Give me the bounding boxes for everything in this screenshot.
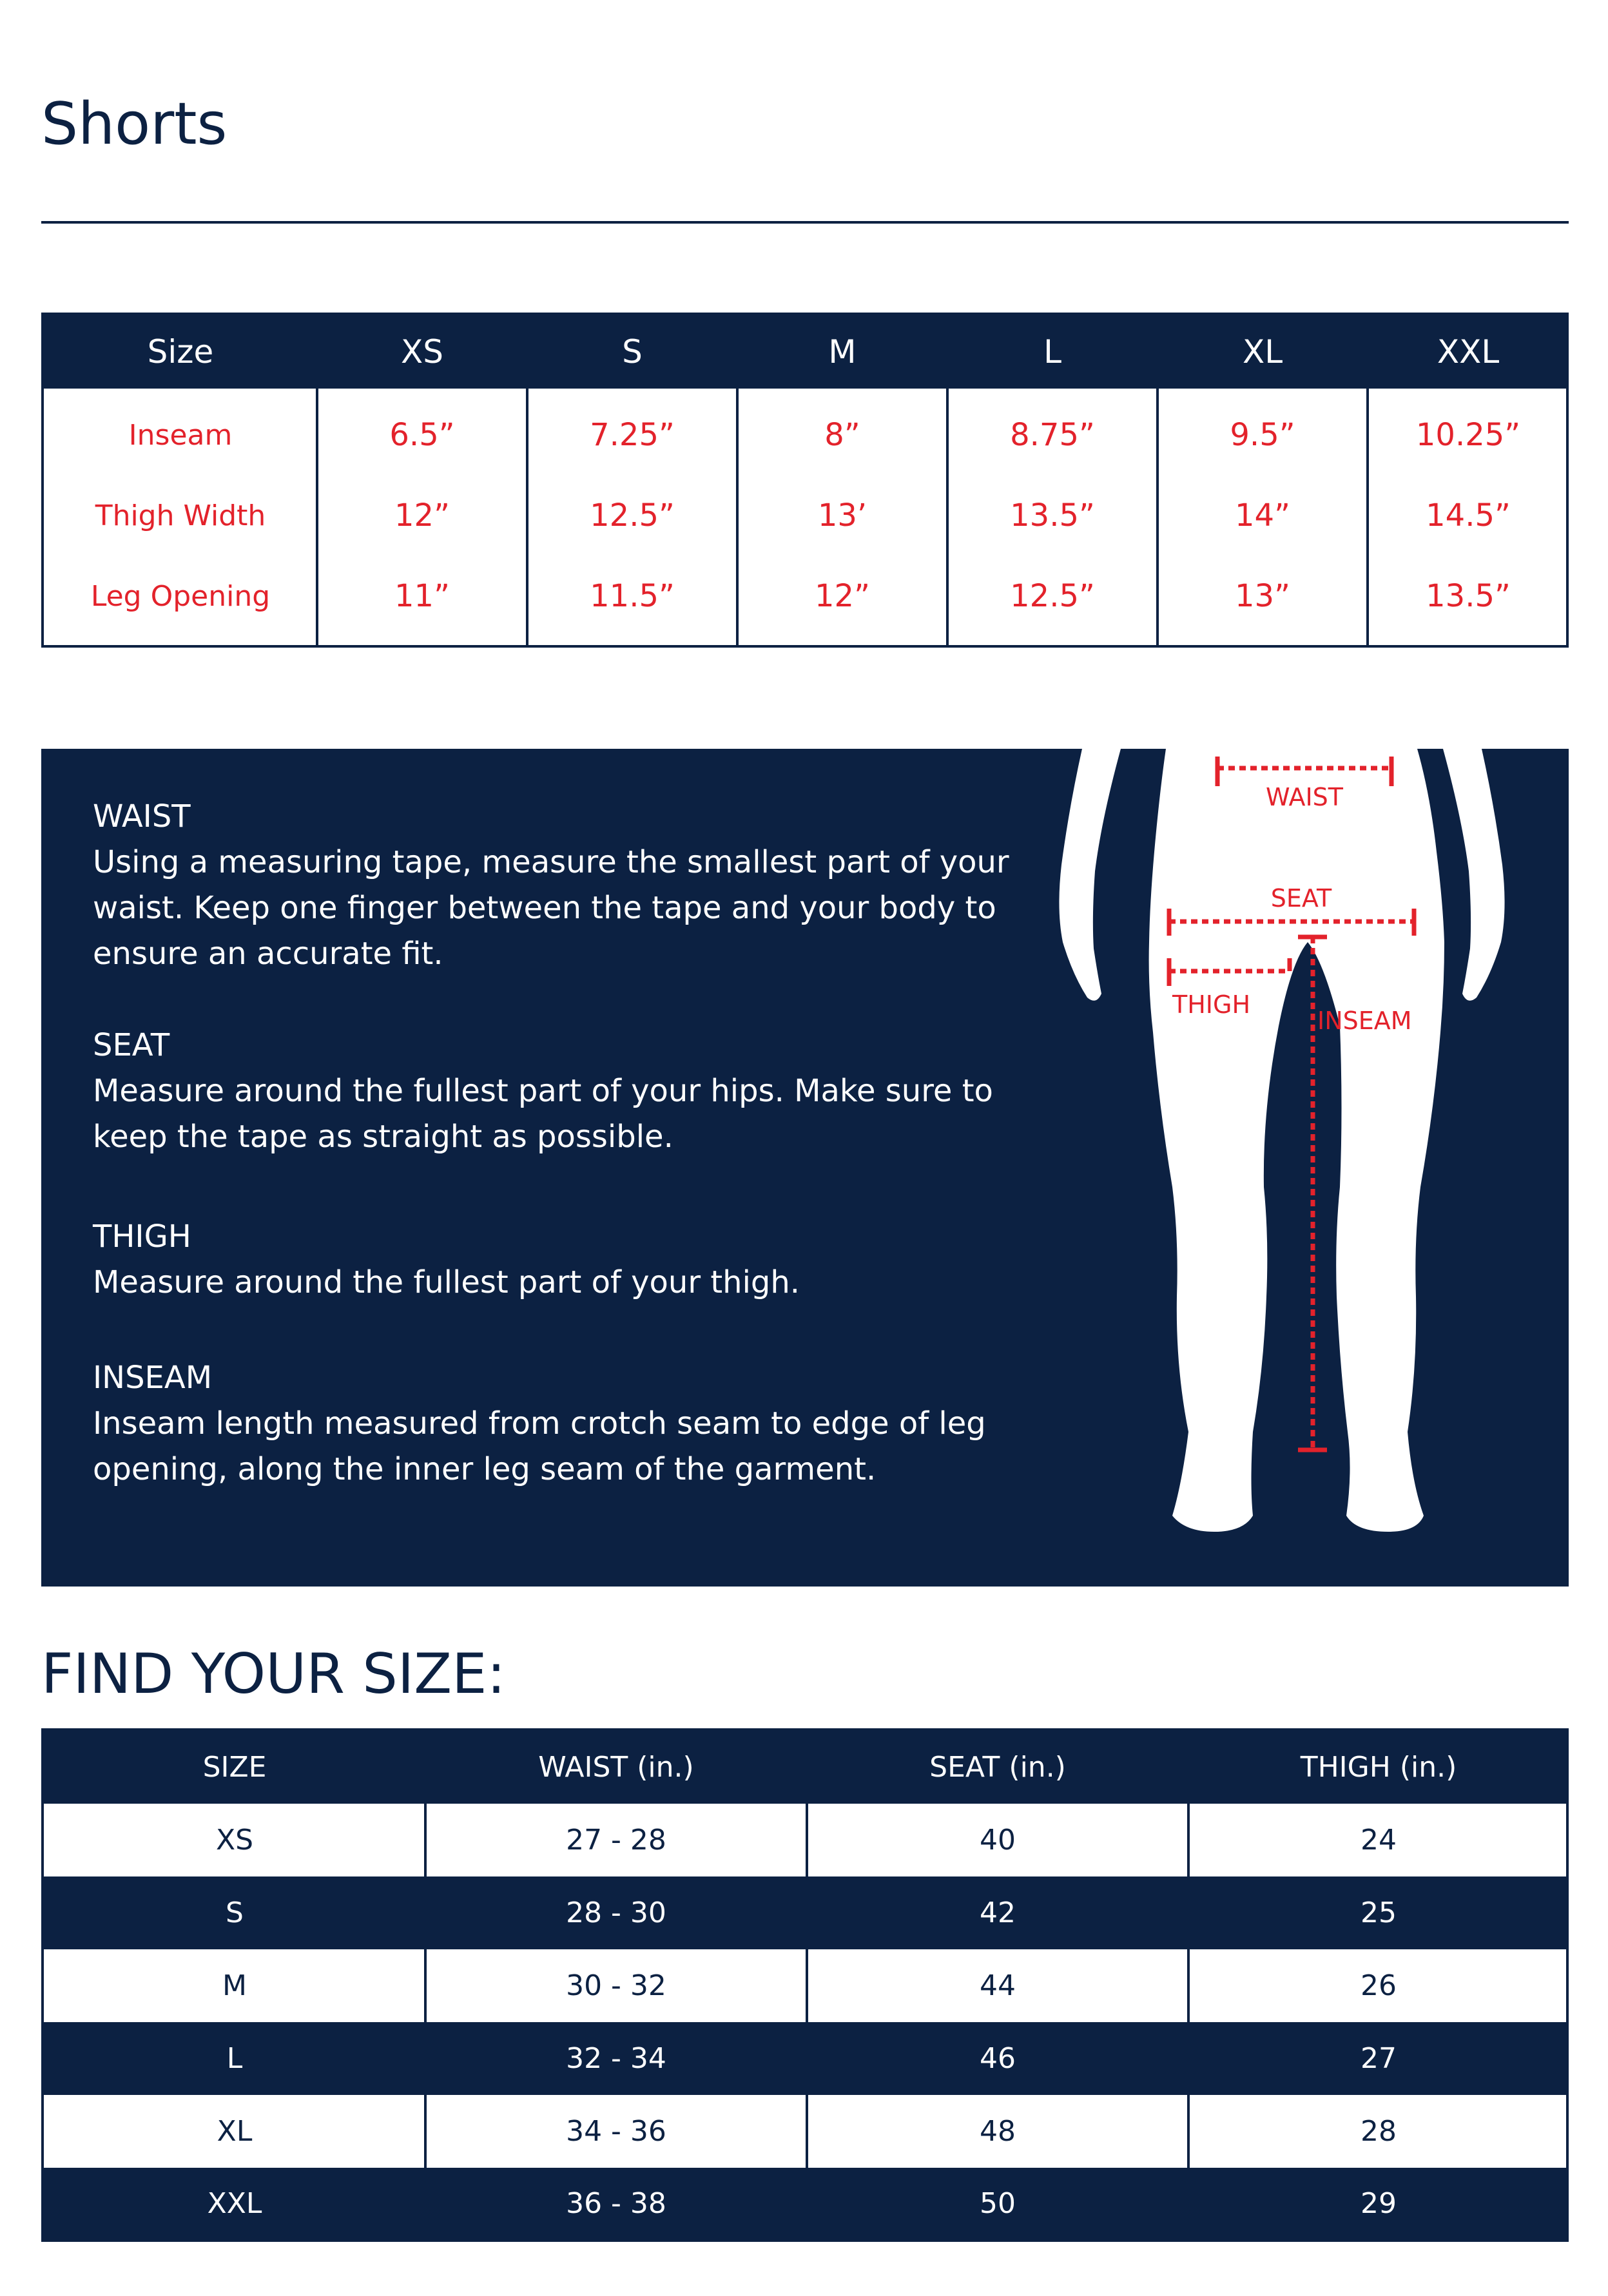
table-cell: 13.5” [1010,497,1095,534]
cell-thigh: 28 [1361,2115,1397,2148]
guide-text: Inseam length measured from crotch seam to edge of leg opening, along the inner leg seam of the garment. [93,1405,986,1487]
table-cell: 12.5” [1010,578,1095,614]
table-row [44,2095,1566,2168]
cell-thigh: 24 [1361,1824,1397,1857]
page-title: Shorts [41,90,228,158]
table-cell: 13” [1235,578,1290,614]
cell-seat: 42 [980,1896,1016,1929]
cell-waist: 27 - 28 [566,1824,666,1857]
table-cell: 13.5” [1426,578,1511,614]
table-cell: 12” [815,578,870,614]
cell-size: L [226,2042,243,2075]
header-seat: SEAT (in.) [929,1751,1066,1784]
header-size-xl: XL [1242,333,1283,371]
table-cell: 13’ [817,497,867,534]
guide-section-waist [93,794,1034,977]
cell-seat: 50 [980,2187,1016,2220]
cell-waist: 34 - 36 [566,2115,666,2148]
cell-waist: 36 - 38 [566,2187,666,2220]
cell-thigh: 27 [1361,2042,1397,2075]
column-divider [424,2095,427,2168]
table-cell: 6.5” [389,417,455,453]
table-cell: 8” [824,417,860,453]
table-cell: 8.75” [1010,417,1095,453]
seat-label: SEAT [1270,884,1332,912]
garment-size-table [41,313,1569,648]
table-cell: 12” [394,497,450,534]
header-size-m: M [828,333,857,371]
cell-thigh: 26 [1361,1969,1397,2002]
table-cell: 12.5” [590,497,675,534]
cell-thigh: 25 [1361,1896,1397,1929]
table-row [44,1949,1566,2022]
header-size: SIZE [202,1751,267,1784]
cell-thigh: 29 [1361,2187,1397,2220]
column-divider [1187,2095,1190,2168]
title-divider [41,221,1569,224]
header-size-l: L [1043,333,1061,371]
thigh-label: THIGH [1172,990,1251,1019]
table-row-inseam [44,395,1566,476]
cell-seat: 40 [980,1824,1016,1857]
row-label: Leg Opening [90,580,271,613]
table-row-leg-opening [44,556,1566,637]
table-cell: 11” [394,578,450,614]
header-thigh: THIGH (in.) [1300,1751,1457,1784]
cell-size: XS [215,1824,254,1857]
inseam-label: INSEAM [1317,1007,1412,1035]
table-cell: 14.5” [1426,497,1511,534]
guide-heading: SEAT [93,1027,170,1063]
column-divider [1187,1949,1190,2022]
row-label: Thigh Width [95,499,266,532]
guide-text: Measure around the fullest part of your thigh. [93,1264,800,1300]
guide-section-thigh [93,1214,1034,1306]
find-size-header [44,1731,1566,1804]
table-row [44,2168,1566,2239]
cell-seat: 48 [980,2115,1016,2148]
table-row-thigh-width [44,476,1566,556]
waist-label: WAIST [1265,783,1344,811]
cell-waist: 32 - 34 [566,2042,666,2075]
size-table-header [44,315,1566,389]
find-size-title: FIND YOUR SIZE: [41,1642,506,1706]
table-cell: 11.5” [590,578,675,614]
header-size-xs: XS [401,333,443,371]
cell-size: M [222,1969,247,2002]
column-divider [1187,1804,1190,1876]
guide-section-seat [93,1023,1034,1160]
guide-heading: THIGH [93,1219,191,1255]
guide-section-inseam [93,1355,1034,1492]
table-row [44,1876,1566,1949]
column-divider [424,1949,427,2022]
header-size-s: S [622,333,643,371]
cell-seat: 44 [980,1969,1016,2002]
measurement-guide-panel [41,749,1569,1587]
header-size-xxl: XXL [1437,333,1500,371]
find-size-table [41,1728,1569,2242]
guide-heading: WAIST [93,798,191,834]
guide-text: Measure around the fullest part of your hips. Make sure to keep the tape as straight as possible. [93,1073,993,1155]
table-cell: 7.25” [590,417,675,453]
table-row [44,1804,1566,1876]
cell-seat: 46 [980,2042,1016,2075]
body-silhouette [1059,749,1504,1532]
guide-text: Using a measuring tape, measure the smallest part of your waist. Keep one finger between the tape and your body to ensure an accurate fit. [93,844,1009,972]
table-cell: 14” [1235,497,1290,534]
header-waist: WAIST (in.) [538,1751,694,1784]
table-row [44,2022,1566,2095]
column-divider [806,2095,808,2168]
cell-waist: 28 - 30 [566,1896,666,1929]
cell-size: XXL [207,2187,262,2220]
table-cell: 10.25” [1415,417,1521,453]
guide-heading: INSEAM [93,1360,213,1396]
body-measurement-figure [1056,749,1507,1587]
column-divider [806,1949,808,2022]
column-divider [806,1804,808,1876]
column-divider [424,1804,427,1876]
cell-size: XL [217,2115,253,2148]
cell-waist: 30 - 32 [566,1969,666,2002]
row-label: Inseam [128,419,233,452]
cell-size: S [226,1896,244,1929]
header-size-label: Size [147,333,214,371]
table-cell: 9.5” [1230,417,1295,453]
